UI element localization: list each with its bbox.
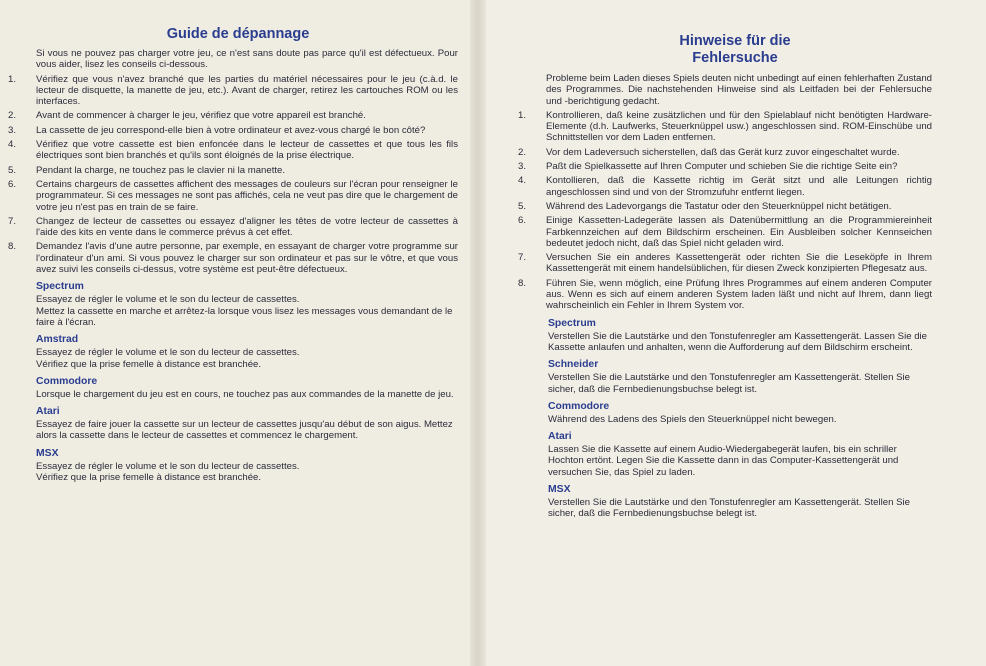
page-title-line: Hinweise für die (679, 33, 791, 49)
item-number: 7. (518, 252, 527, 264)
list-item (516, 161, 932, 172)
item-number: 2. (8, 110, 17, 122)
section-text: Verstellen Sie die Lautstärke und den Tonstufenregler am Kassettengerät. Stellen Sie sicher, daß die Fernbedienungsbuchse belegt ist. (548, 497, 910, 520)
platform-section-spectrum (8, 281, 458, 328)
item-text: Demandez l'avis d'une autre personne, par exemple, en essayant de charger votre programme sur l'ordinateur d'un ami. Si vous pouvez le charger sur son ordinateur et pas sur le vôtre, et que vous avez suivi les conseils ci-dessus, votre système est peut-être défectueux. (36, 241, 458, 276)
section-heading: MSX (548, 484, 571, 496)
item-number: 8. (8, 241, 17, 253)
list-item (8, 74, 458, 108)
item-number: 5. (8, 164, 17, 176)
platform-section-amstrad (8, 334, 458, 370)
page-fold (470, 0, 486, 666)
item-number: 1. (8, 73, 17, 85)
item-number: 4. (8, 139, 17, 151)
section-text: Vérifiez que la prise femelle à distance est branchée. (36, 472, 262, 484)
item-text: Paßt die Spielkassette auf Ihren Computer und schieben Sie die richtige Seite ein? (546, 161, 898, 173)
list-item (516, 175, 932, 198)
section-text: Verstellen Sie die Lautstärke und den Tonstufenregler am Kassettengerät. Stellen Sie sicher, daß die Fernbedienungsbuchse belegt ist. (548, 372, 910, 395)
section-heading: MSX (36, 447, 59, 459)
page-title-line: Fehlersuche (692, 50, 778, 66)
platform-section-msx (8, 448, 458, 484)
item-text: La cassette de jeu correspond-elle bien à votre ordinateur et avez-vous chargé le bon côté? (36, 124, 426, 136)
platform-section-commodore (516, 401, 932, 425)
section-heading: Spectrum (548, 317, 596, 329)
section-heading: Amstrad (36, 334, 79, 346)
list-item (8, 125, 458, 136)
list-item (8, 165, 458, 176)
section-text: Während des Ladens des Spiels den Steuerknüppel nicht bewegen. (548, 413, 837, 425)
platform-section-msx (516, 484, 932, 520)
item-text: Führen Sie, wenn möglich, eine Prüfung Ihres Programmes auf einem anderen Computer aus. Wenn es sich auf einem anderen System laden läßt und nicht auf Ihrem, dann liegt wahrscheinlich ein Fehler in Ihrem System vor. (546, 277, 932, 312)
item-text: Kontollieren, daß die Kassette richtig im Gerät sitzt und alle Leitungen richtig angeschlossen sind und von der Stromzufuhr entfernt liegen. (546, 175, 932, 198)
item-number: 7. (8, 215, 17, 227)
section-heading: Commodore (548, 400, 610, 412)
item-text: Changez de lecteur de cassettes ou essayez d'aligner les têtes de votre lecteur de cassettes à l'aide des kits en vente dans le commerce prévus à cet effet. (36, 215, 458, 239)
item-number: 8. (518, 277, 527, 289)
section-text: Vérifiez que la prise femelle à distance est branchée. (36, 358, 262, 370)
item-text: Certains chargeurs de cassettes affichent des messages de couleurs sur l'écran pour renseigner le programmateur. Si ces messages ne sont pas affichés, cela ne veut pas dire que le chargement de votre jeu n'est pas en train de se faire. (36, 178, 458, 213)
section-text: Essayez de faire jouer la cassette sur un lecteur de cassettes jusqu'au début de son aigus. Mettez alors la cassette dans le lecteur de cassettes et commencez le chargement. (36, 419, 453, 442)
list-item (516, 201, 932, 212)
section-text: Essayez de régler le volume et le son du lecteur de cassettes. (36, 347, 300, 359)
intro-paragraph: Probleme beim Laden dieses Spiels deuten nicht unbedingt auf einen fehlerhaften Zustand des Programmes. Die nachstehenden Hinweise sind als Leitfaden bei der Fehlersuche und -berichtigung gedacht. (546, 73, 932, 107)
item-text: Kontrollieren, daß keine zusätzlichen und für den Spielablauf nicht benötigten Hardware-Elemente (d.h. Laufwerks, Steuerknüppel usw.) angeschlossen sind. ROM-Einschübe und Schnittstellen vor dem Laden entfernen. (546, 109, 932, 144)
list-item (516, 252, 932, 275)
list-item (8, 179, 458, 213)
list-item (8, 241, 458, 275)
item-number: 3. (8, 124, 17, 136)
platform-section-spectrum (516, 318, 932, 354)
item-text: Vérifiez que vous n'avez branché que les parties du matériel nécessaires pour le jeu (c.à.d. le lecteur de disquette, la manette de jeu, etc.). Avant de charger, retirez les cartouches ROM ou les interfaces. (36, 73, 458, 108)
german-page (486, 0, 986, 666)
list-item (8, 139, 458, 162)
list-item (8, 216, 458, 239)
section-text: Lorsque le chargement du jeu est en cours, ne touchez pas aux commandes de la manette de jeu. (36, 388, 454, 400)
list-item (8, 110, 458, 121)
intro-paragraph: Si vous ne pouvez pas charger votre jeu, ce n'est sans doute pas parce qu'il est défectueux. Pour vous aider, lisez les conseils ci-dessous. (36, 48, 458, 71)
page-title: Guide de dépannage (166, 26, 310, 42)
item-text: Vérifiez que votre cassette est bien enfoncée dans le lecteur de cassettes et que tous les fils électriques sont bien branchés et qu'ils sont éloignés de la prise électrique. (36, 139, 458, 162)
list-item (516, 278, 932, 312)
page-title (516, 33, 932, 67)
item-number: 4. (518, 175, 527, 187)
item-number: 2. (518, 146, 527, 158)
item-text: Pendant la charge, ne touchez pas le clavier ni la manette. (36, 164, 286, 176)
section-text: Verstellen Sie die Lautstärke und den Tonstufenregler am Kassettengerät. Lassen Sie die Kassette anlaufen und anhalten, wenn die Aufforderung auf dem Bildschirm erscheint. (548, 330, 928, 353)
item-text: Versuchen Sie ein anderes Kassettengerät oder richten Sie die Leseköpfe in Ihrem Kassettengerät mit einem handelsüblichen, für diesen Zweck konzipierten Pflegesatz aus. (546, 252, 932, 275)
item-number: 5. (518, 200, 527, 212)
section-text: Essayez de régler le volume et le son du lecteur de cassettes. (36, 460, 300, 472)
section-heading: Atari (548, 431, 572, 443)
item-number: 3. (518, 161, 527, 173)
platform-section-commodore (8, 376, 458, 400)
list-item (516, 147, 932, 158)
item-number: 1. (518, 109, 527, 121)
platform-section-schneider (516, 359, 932, 395)
section-text: Lassen Sie die Kassette auf einem Audio-Wiedergabegerät laufen, bis ein schriller Hochton ertönt. Legen Sie die Kassette dann in das Computer-Kassettengerät und versuchen Sie, das Spiel zu laden. (548, 444, 899, 478)
section-heading: Atari (36, 406, 60, 418)
section-text: Essayez de régler le volume et le son du lecteur de cassettes. (36, 294, 300, 306)
section-heading: Commodore (36, 375, 98, 387)
list-item (516, 215, 932, 249)
tips-list (8, 74, 458, 276)
item-text: Einige Kassetten-Ladegeräte lassen als Datenübermittlung an die Programmiereinheit Farbkennzeichen auf dem Bildschirm erscheinen. Ein Ausbleiben solcher Kennseichen bedeutet jedoch nicht, daß das Spiel nicht geladen wird. (546, 215, 932, 249)
platform-section-atari (516, 431, 932, 478)
list-item (516, 110, 932, 144)
item-text: Avant de commencer à charger le jeu, vérifiez que votre appareil est branché. (36, 110, 366, 122)
platform-section-atari (8, 406, 458, 442)
item-number: 6. (518, 215, 527, 227)
section-heading: Schneider (548, 359, 599, 371)
section-text: Mettez la cassette en marche et arrêtez-la lorsque vous lisez les messages vous demandant de le faire à l'écran. (36, 305, 453, 328)
item-text: Vor dem Ladeversuch sicherstellen, daß das Gerät kurz zuvor eingeschaltet wurde. (546, 146, 900, 158)
tips-list (516, 110, 932, 312)
french-page (0, 0, 470, 666)
section-heading: Spectrum (36, 281, 84, 293)
item-text: Während des Ladevorgangs die Tastatur oder den Steuerknüppel nicht betätigen. (546, 200, 892, 212)
item-number: 6. (8, 178, 17, 190)
